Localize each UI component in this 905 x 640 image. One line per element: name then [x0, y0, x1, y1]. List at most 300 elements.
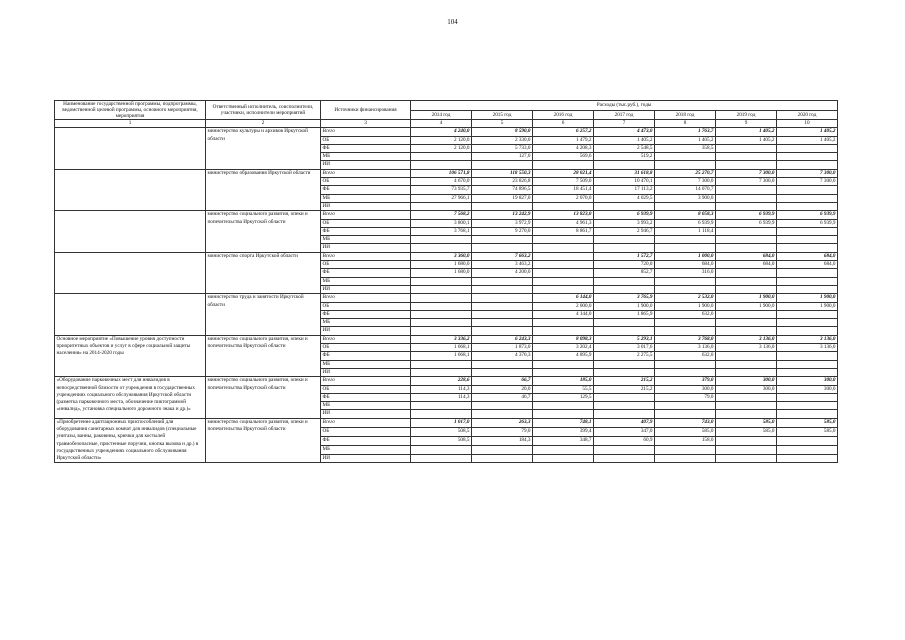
expense-value: 6 144,0 [533, 294, 594, 302]
funding-source: ОБ [321, 385, 411, 393]
expense-value: 1 405,2 [777, 136, 838, 144]
expense-value [716, 227, 777, 235]
header-expenses: Расходы (тыс.руб.), годы [411, 101, 838, 111]
expense-value [472, 310, 533, 318]
expense-value: 3 136,0 [777, 335, 838, 343]
expense-value: 2 946,7 [594, 227, 655, 235]
expense-value: 4 144,0 [533, 310, 594, 318]
header-source: Источники финансирования [321, 101, 411, 120]
expense-value [777, 327, 838, 335]
funding-source: Всего [321, 252, 411, 260]
expense-value: 743,0 [655, 418, 716, 427]
expense-value [594, 410, 655, 418]
expense-value: 6 939,9 [716, 219, 777, 227]
expense-value: 184,3 [472, 436, 533, 445]
funding-source: ИИ [321, 244, 411, 252]
expense-value [716, 194, 777, 202]
expense-value: 1 572,7 [594, 252, 655, 260]
expense-value: 3 360,0 [411, 252, 472, 260]
expense-value [716, 436, 777, 445]
expense-value: 3 768,0 [655, 335, 716, 343]
expense-value: 2 120,0 [411, 136, 472, 144]
page-number: 104 [447, 18, 458, 26]
expense-value: 10 470,1 [594, 178, 655, 186]
expense-value [716, 161, 777, 169]
funding-source: Всего [321, 377, 411, 385]
expense-value [472, 368, 533, 376]
expense-value [716, 319, 777, 327]
funding-source: ИИ [321, 454, 411, 463]
expense-value [411, 360, 472, 368]
expense-value: 55,5 [533, 385, 594, 393]
expense-value: 23 826,8 [472, 178, 533, 186]
expense-value: 7 509,0 [533, 178, 594, 186]
expense-value: 316,0 [655, 269, 716, 277]
funding-source: Всего [321, 294, 411, 302]
measure-name [55, 169, 206, 210]
expense-value [411, 327, 472, 335]
expense-value: 1 405,2 [777, 128, 838, 136]
expense-value: 519,2 [594, 153, 655, 161]
expense-value: 27 966,1 [411, 194, 472, 202]
expense-value: 684,0 [716, 252, 777, 260]
expense-value: 585,0 [716, 427, 777, 436]
expense-value [716, 244, 777, 252]
funding-source: МБ [321, 445, 411, 454]
expense-value [472, 202, 533, 210]
expense-value: 6 939,9 [777, 211, 838, 219]
table-row [55, 252, 838, 260]
expense-value [777, 144, 838, 152]
funding-source: ИИ [321, 202, 411, 210]
expense-value: 3 017,6 [594, 344, 655, 352]
expense-value: 632,0 [655, 310, 716, 318]
expense-value [533, 368, 594, 376]
column-number: 1 [55, 120, 206, 128]
expense-value [472, 244, 533, 252]
expense-value [594, 393, 655, 401]
expense-value: 18 451,4 [533, 186, 594, 194]
funding-source: ФБ [321, 310, 411, 318]
expense-value [716, 410, 777, 418]
expense-value: 2 532,0 [655, 294, 716, 302]
expense-value [411, 302, 472, 310]
expense-value: 4 473,0 [594, 128, 655, 136]
expense-value [411, 294, 472, 302]
expense-value [655, 454, 716, 463]
expense-value: 508,5 [411, 436, 472, 445]
expense-value: 300,0 [777, 385, 838, 393]
header-year: 2020 год [777, 110, 838, 120]
expense-value [472, 454, 533, 463]
expense-value [777, 236, 838, 244]
expense-value: 1 873,0 [472, 344, 533, 352]
expense-value [472, 410, 533, 418]
funding-source: МБ [321, 236, 411, 244]
expense-value: 1 405,2 [716, 128, 777, 136]
expense-value: 585,0 [716, 418, 777, 427]
expense-value [594, 202, 655, 210]
expense-value [777, 445, 838, 454]
expense-value [777, 360, 838, 368]
expense-value [594, 402, 655, 410]
funding-source: ИИ [321, 285, 411, 293]
expense-value [533, 445, 594, 454]
expense-value [472, 445, 533, 454]
expense-value [716, 327, 777, 335]
expense-value [655, 319, 716, 327]
expense-value: 14 070,7 [655, 186, 716, 194]
funding-source: МБ [321, 402, 411, 410]
expense-value [472, 302, 533, 310]
expense-value: 2 548,5 [594, 144, 655, 152]
expense-value: 684,0 [716, 261, 777, 269]
column-numbers-row [55, 120, 838, 128]
expense-value: 1 405,2 [655, 136, 716, 144]
expense-value [777, 186, 838, 194]
expense-value: 4 029,5 [594, 194, 655, 202]
expense-value: 20,0 [472, 385, 533, 393]
expense-value: 5 293,1 [594, 335, 655, 343]
expense-value [594, 277, 655, 285]
expense-value [472, 402, 533, 410]
funding-source: ОБ [321, 344, 411, 352]
column-number: 6 [533, 120, 594, 128]
measure-name: «Оборудование парковочных мест для инвалидов в непосредственной близости от учреждения в государственных учреждениях социального обслуживания Иркутской области (разметка парковочного места, обозначение пиктограммой «инвалид», установка специального дорожного знака и др.)» [55, 377, 206, 418]
expense-value: 3 900,0 [655, 194, 716, 202]
expense-value [716, 144, 777, 152]
expense-value: 852,7 [594, 269, 655, 277]
expense-value: 585,0 [777, 418, 838, 427]
expense-value: 1 000,0 [655, 252, 716, 260]
expense-value [411, 202, 472, 210]
expense-value [655, 161, 716, 169]
table-row [55, 128, 838, 136]
expense-value: 13 823,0 [533, 211, 594, 219]
expense-value: 1 900,0 [594, 302, 655, 310]
header-year: 2019 год [716, 110, 777, 120]
funding-source: ФБ [321, 393, 411, 401]
measure-name: «Приобретение адаптационных приспособлений для оборудования санитарных комнат для инвалидов (специальные унитазы, ванны, раковины, крючки для костылей травмобезопасные, пристенные поручни, кнопка вызова и др.) в государственных учреждениях социального обслуживания Иркутской области» [55, 418, 206, 463]
expense-value: 508,5 [411, 427, 472, 436]
expense-value: 4 895,9 [533, 352, 594, 360]
header-name: Наименование государственной программы, подпрограммы, ведомственной целевой программы, основного мероприятия, мероприятия [55, 101, 206, 120]
expense-value [655, 285, 716, 293]
expense-value: 3 136,0 [716, 335, 777, 343]
expense-value [777, 410, 838, 418]
expense-value [716, 202, 777, 210]
expense-value: 28 021,4 [533, 169, 594, 177]
expense-value [655, 445, 716, 454]
funding-source: Всего [321, 335, 411, 343]
table-row [55, 211, 838, 219]
expense-value [777, 153, 838, 161]
expense-value: 684,0 [655, 261, 716, 269]
expense-value [716, 186, 777, 194]
expense-value [716, 310, 777, 318]
expense-value: 3 993,2 [594, 219, 655, 227]
expense-value [594, 161, 655, 169]
expense-value [655, 327, 716, 335]
expense-value: 347,0 [594, 427, 655, 436]
expense-value: 228,6 [411, 377, 472, 385]
funding-source: ОБ [321, 261, 411, 269]
expense-value: 2 275,5 [594, 352, 655, 360]
expense-value: 585,0 [655, 427, 716, 436]
expense-value: 8 590,0 [472, 128, 533, 136]
expense-value: 215,2 [594, 377, 655, 385]
column-number: 3 [321, 120, 411, 128]
expense-value: 379,0 [655, 377, 716, 385]
expense-value [716, 360, 777, 368]
expense-value [411, 244, 472, 252]
expense-value: 6 939,9 [655, 219, 716, 227]
expense-value: 185,0 [533, 377, 594, 385]
header-year: 2014 год [411, 110, 472, 120]
expense-value: 1 900,0 [655, 302, 716, 310]
expense-value [533, 402, 594, 410]
expense-value [716, 277, 777, 285]
expense-value [777, 436, 838, 445]
expense-value: 1 118,4 [655, 227, 716, 235]
expense-value: 407,9 [594, 418, 655, 427]
column-number: 10 [777, 120, 838, 128]
expense-value: 2 070,0 [533, 194, 594, 202]
funding-source: ИИ [321, 410, 411, 418]
expense-value: 74 896,5 [472, 186, 533, 194]
expense-value [594, 244, 655, 252]
expense-value: 3 136,0 [716, 344, 777, 352]
expense-value: 300,0 [716, 377, 777, 385]
funding-source: МБ [321, 360, 411, 368]
expense-value: 19 827,0 [472, 194, 533, 202]
expense-value: 3 800,1 [411, 219, 472, 227]
expense-value [716, 153, 777, 161]
expense-value [533, 252, 594, 260]
executor: министерство труда и занятости Иркутской области [206, 294, 321, 335]
expense-value: 4 670,0 [411, 178, 472, 186]
expense-value [411, 161, 472, 169]
column-number: 9 [716, 120, 777, 128]
funding-source: ОБ [321, 427, 411, 436]
measure-name [55, 211, 206, 252]
expense-value [533, 327, 594, 335]
expense-value: 632,0 [655, 352, 716, 360]
funding-source: ОБ [321, 219, 411, 227]
expense-value [533, 202, 594, 210]
expense-value: 9 270,0 [472, 227, 533, 235]
expense-value: 3 136,0 [777, 344, 838, 352]
expense-value: 7 300,0 [655, 178, 716, 186]
expense-value [777, 269, 838, 277]
expense-value: 300,0 [777, 377, 838, 385]
expense-value [411, 445, 472, 454]
expense-value [533, 410, 594, 418]
expense-value: 1 680,0 [411, 269, 472, 277]
funding-source: ОБ [321, 178, 411, 186]
expense-value: 1 900,0 [777, 302, 838, 310]
funding-source: ОБ [321, 136, 411, 144]
expense-value: 5 733,0 [472, 144, 533, 152]
expense-value: 7 300,0 [777, 178, 838, 186]
expense-value: 2 000,0 [533, 302, 594, 310]
expense-value: 6 243,3 [472, 335, 533, 343]
expense-value: 348,7 [533, 436, 594, 445]
expense-value [655, 402, 716, 410]
measure-name [55, 294, 206, 335]
funding-source: ФБ [321, 186, 411, 194]
expense-value: 4 208,3 [533, 144, 594, 152]
expense-value [533, 319, 594, 327]
expense-value: 6 257,2 [533, 128, 594, 136]
expense-value: 114,3 [411, 385, 472, 393]
measure-name [55, 128, 206, 169]
expense-value: 300,0 [716, 385, 777, 393]
expense-value: 1 668,1 [411, 352, 472, 360]
column-number: 7 [594, 120, 655, 128]
executor: министерство социального развития, опеки и попечительства Иркутской области [206, 418, 321, 463]
budget-table [54, 100, 838, 463]
expense-value [472, 319, 533, 327]
table-row [55, 377, 838, 385]
expense-value [594, 327, 655, 335]
expense-value [777, 402, 838, 410]
expense-value [655, 236, 716, 244]
expense-value [716, 454, 777, 463]
expense-value: 684,0 [777, 252, 838, 260]
expense-value: 585,0 [777, 427, 838, 436]
expense-value [411, 454, 472, 463]
expense-value [777, 277, 838, 285]
expense-value [411, 277, 472, 285]
funding-source: Всего [321, 211, 411, 219]
measure-name: Основное мероприятие «Повышение уровня доступности приоритетных объектов и услуг в сфере социальной защиты населения» на 2014-2020 годы [55, 335, 206, 376]
expense-value: 46,7 [472, 393, 533, 401]
expense-value: 399,4 [533, 427, 594, 436]
funding-source: ФБ [321, 144, 411, 152]
expense-value: 66,7 [472, 377, 533, 385]
expense-value: 1 405,2 [594, 136, 655, 144]
expense-value [716, 236, 777, 244]
expense-value [411, 410, 472, 418]
expense-value: 6 939,9 [594, 211, 655, 219]
expense-value [411, 153, 472, 161]
expense-value: 748,1 [533, 418, 594, 427]
expense-value [533, 285, 594, 293]
expense-value [777, 285, 838, 293]
expense-value: 7 300,0 [716, 178, 777, 186]
expense-value [472, 327, 533, 335]
expense-value [472, 294, 533, 302]
expense-value [655, 277, 716, 285]
expense-value: 60,9 [594, 436, 655, 445]
funding-source: ИИ [321, 368, 411, 376]
expense-value [533, 269, 594, 277]
expense-value [655, 360, 716, 368]
expense-value: 6 939,9 [716, 211, 777, 219]
expense-value: 3 463,2 [472, 261, 533, 269]
expense-value [411, 285, 472, 293]
expense-value: 300,0 [655, 385, 716, 393]
expense-value: 1 763,7 [655, 128, 716, 136]
expense-value: 73 935,7 [411, 186, 472, 194]
expense-value: 569,6 [533, 153, 594, 161]
expense-value [716, 445, 777, 454]
expense-value [411, 402, 472, 410]
measure-name [55, 252, 206, 293]
expense-value: 158,0 [655, 436, 716, 445]
funding-source: ИИ [321, 161, 411, 169]
header-year: 2016 год [533, 110, 594, 120]
expense-value [716, 285, 777, 293]
expense-value: 4 961,3 [533, 219, 594, 227]
expense-value [594, 360, 655, 368]
expense-value: 1 017,0 [411, 418, 472, 427]
expense-value: 7 300,0 [716, 169, 777, 177]
expense-value [533, 261, 594, 269]
expense-value [411, 310, 472, 318]
expense-value: 31 618,8 [594, 169, 655, 177]
expense-value [472, 285, 533, 293]
funding-source: ФБ [321, 352, 411, 360]
expense-value: 1 865,9 [594, 310, 655, 318]
expense-value [655, 202, 716, 210]
expense-value: 3 136,0 [655, 344, 716, 352]
expense-value [594, 319, 655, 327]
expense-value [777, 319, 838, 327]
expense-value [777, 368, 838, 376]
executor: министерство культуры и архивов Иркутской области [206, 128, 321, 169]
expense-value: 4 240,0 [411, 128, 472, 136]
expense-value [716, 269, 777, 277]
header-year: 2018 год [655, 110, 716, 120]
expense-value: 1 479,2 [533, 136, 594, 144]
expense-value [533, 236, 594, 244]
header-executor: Ответственный исполнитель, соисполнители, участники, исполнители мероприятий [206, 101, 321, 120]
expense-value [655, 410, 716, 418]
expense-value: 3 972,9 [472, 219, 533, 227]
expense-value [716, 393, 777, 401]
expense-value: 118 550,3 [472, 169, 533, 177]
funding-source: МБ [321, 319, 411, 327]
column-number: 5 [472, 120, 533, 128]
expense-value: 1 900,0 [716, 294, 777, 302]
expense-value: 13 242,9 [472, 211, 533, 219]
expense-value: 4 370,3 [472, 352, 533, 360]
expense-value [777, 393, 838, 401]
table-row [55, 335, 838, 343]
expense-value [533, 454, 594, 463]
table-row [55, 169, 838, 177]
executor: министерство социального развития, опеки и попечительства Иркутской области [206, 335, 321, 376]
expense-value [472, 161, 533, 169]
expense-value [716, 352, 777, 360]
expense-value [716, 402, 777, 410]
table-row [55, 418, 838, 427]
expense-value [472, 277, 533, 285]
expense-value: 114,3 [411, 393, 472, 401]
expense-value [777, 244, 838, 252]
expense-value [594, 368, 655, 376]
executor: министерство социального развития, опеки и попечительства Иркутской области [206, 377, 321, 418]
expense-value: 8 098,3 [533, 335, 594, 343]
expense-value [777, 352, 838, 360]
expense-value: 358,5 [655, 144, 716, 152]
funding-source: ФБ [321, 269, 411, 277]
expense-value: 684,0 [777, 261, 838, 269]
expense-value: 3 336,2 [411, 335, 472, 343]
header-year: 2017 год [594, 110, 655, 120]
